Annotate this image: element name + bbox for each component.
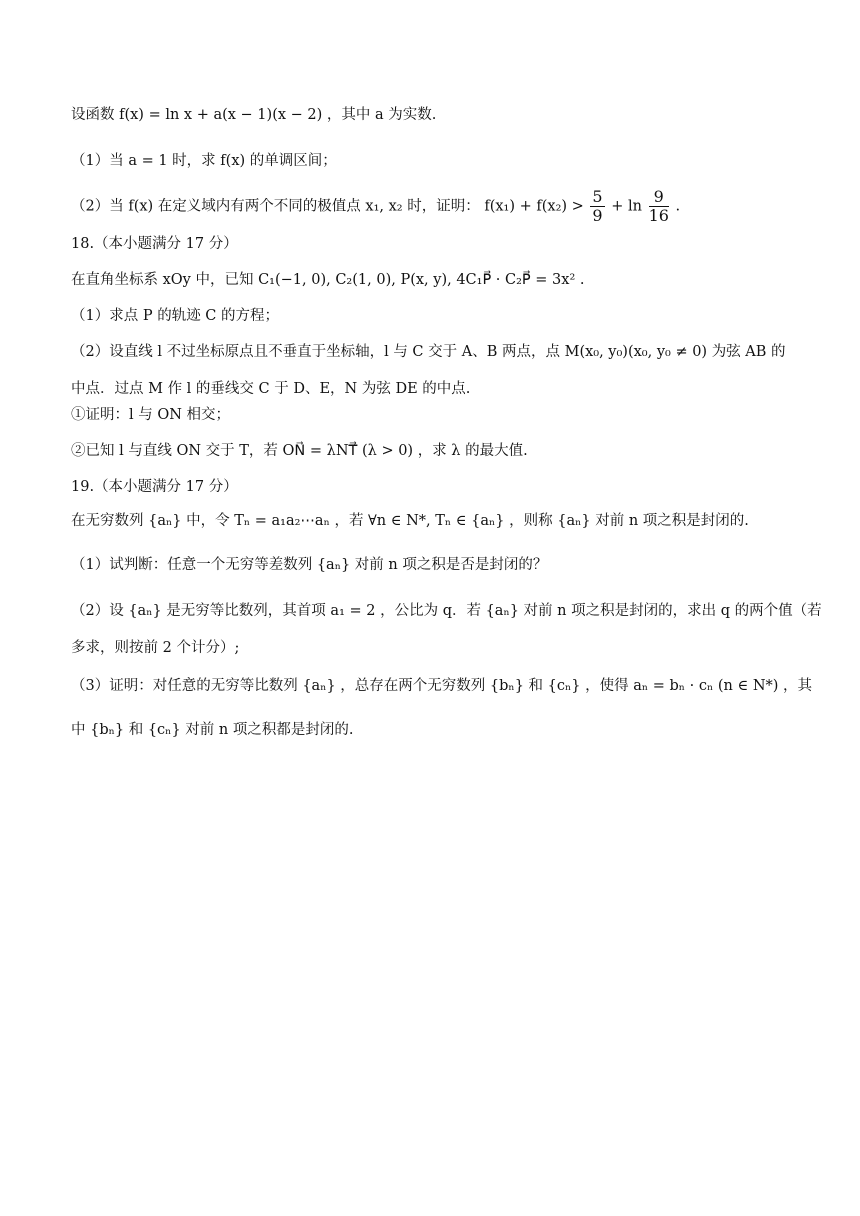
p19-intro: 在无穷数列 {aₙ} 中，令 Tₙ = a₁a₂⋯aₙ ，若 ∀n ∈ N*, Tₙ ∈ {aₙ} ，则称 {aₙ} 对前 n 项之积是封闭的. xyxy=(71,513,749,529)
p18-q2-line1: （2）设直线 l 不过坐标原点且不垂直于坐标轴，l 与 C 交于 A、B 两点，点 M(x₀, y₀)(x₀, y₀ ≠ 0) 为弦 AB 的 xyxy=(71,344,786,360)
p19-q2-line2: 多求，则按前 2 个计分）; xyxy=(71,640,240,656)
p17-fraction-5-9 xyxy=(590,188,604,225)
fraction-denominator: 9 xyxy=(592,206,603,225)
p19-header: 19.（本小题满分 17 分） xyxy=(71,479,238,495)
p19-q2-line1: （2）设 {aₙ} 是无穷等比数列，其首项 a₁ = 2 ，公比为 q．若 {aₙ} 对前 n 项之积是封闭的，求出 q 的两个值（若 xyxy=(71,603,822,619)
p17-q2-text: （2）当 f(x) 在定义域内有两个不同的极值点 x₁, x₂ 时，证明： f(x₁) + f(x₂) > xyxy=(71,198,584,215)
p18-q2-sub1: ①证明：l 与 ON 相交； xyxy=(71,407,231,423)
p18-q2-line2: 中点．过点 M 作 l 的垂线交 C 于 D、E，N 为弦 DE 的中点. xyxy=(71,381,471,397)
p17-intro: 设函数 f(x) = ln x + a(x − 1)(x − 2) ，其中 a 为实数. xyxy=(71,107,437,123)
p18-q2-sub2: ②已知 l 与直线 ON 交于 T，若 ON⃗ = λNT⃗ (λ > 0) ，求 λ 的最大值. xyxy=(71,443,528,459)
p17-fraction-9-16 xyxy=(649,188,669,225)
p17-q2-end: . xyxy=(675,198,681,215)
p19-q3-line2: 中 {bₙ} 和 {cₙ} 对前 n 项之积都是封闭的. xyxy=(71,722,354,738)
fraction-numerator: 9 xyxy=(649,188,669,207)
p19-q1: （1）试判断：任意一个无穷等差数列 {aₙ} 对前 n 项之积是否是封闭的？ xyxy=(71,557,548,573)
p17-q2 xyxy=(71,188,801,224)
p19-q3-line1: （3）证明：对任意的无穷等比数列 {aₙ} ，总存在两个无穷数列 {bₙ} 和 {cₙ} ，使得 aₙ = bₙ · cₙ (n ∈ N*) ，其 xyxy=(71,678,813,694)
p17-q2-mid: + ln xyxy=(611,198,642,215)
fraction-numerator: 5 xyxy=(592,187,603,206)
p17-q1: （1）当 a = 1 时，求 f(x) 的单调区间； xyxy=(71,153,337,169)
p18-q1: （1）求点 P 的轨迹 C 的方程； xyxy=(71,308,280,324)
p18-header: 18.（本小题满分 17 分） xyxy=(71,236,238,252)
p18-intro: 在直角坐标系 xOy 中，已知 C₁(−1, 0), C₂(1, 0), P(x, y), 4C₁P⃗ · C₂P⃗ = 3x² . xyxy=(71,272,585,288)
fraction-denominator: 16 xyxy=(648,206,669,225)
